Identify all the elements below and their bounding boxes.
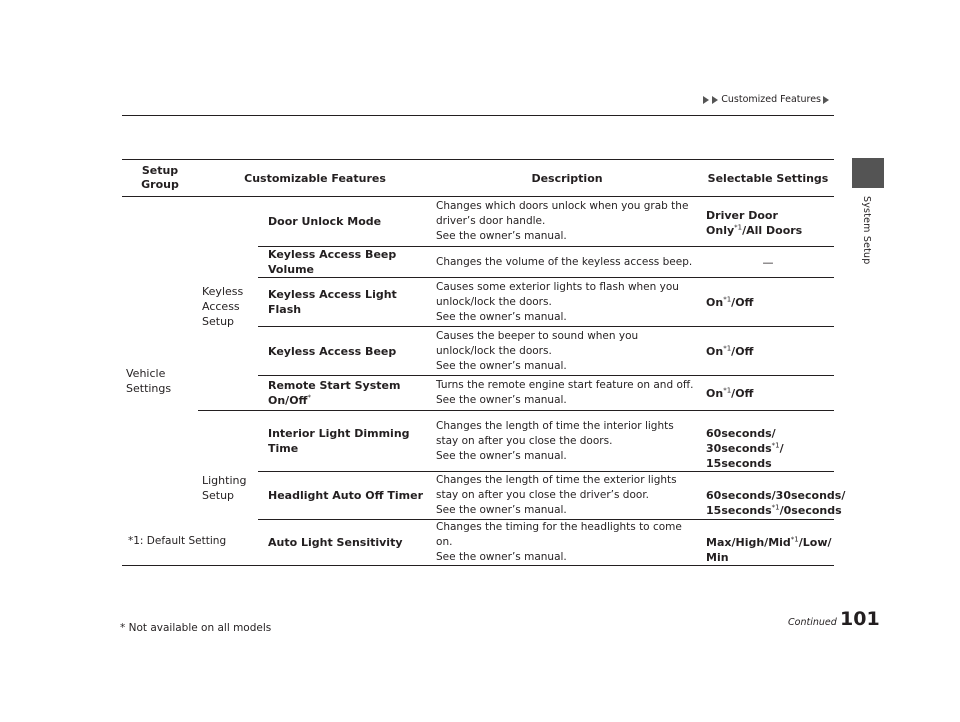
feature-settings: On$^{*1}$/Off — [702, 327, 834, 376]
col-settings: Selectable Settings — [702, 160, 834, 197]
subgroup-lighting: Lighting Setup — [198, 411, 258, 566]
table-row — [122, 197, 834, 247]
col-setup-group-line2: Group — [141, 178, 179, 191]
feature-description: Turns the remote engine start feature on and off. See the owner’s manual. — [432, 376, 702, 411]
feature-name: Keyless Access Beep Volume — [258, 247, 432, 278]
page-number: 101 — [840, 608, 880, 630]
feature-name: Headlight Auto Off Timer — [258, 472, 432, 520]
feature-description: Causes the beeper to sound when you unlock/lock the doors. See the owner’s manual. — [432, 327, 702, 376]
table-header-row — [122, 160, 834, 197]
triangle-icon — [703, 96, 709, 104]
feature-settings: — — [702, 247, 834, 278]
setup-group-vehicle: Vehicle Settings — [122, 197, 198, 566]
triangle-icon — [712, 96, 718, 104]
feature-description: Changes which doors unlock when you grab the driver’s door handle. See the owner’s manual. — [432, 197, 702, 247]
triangle-icon — [823, 96, 829, 104]
feature-name: Door Unlock Mode — [258, 197, 432, 247]
feature-description: Changes the volume of the keyless access beep. — [432, 247, 702, 278]
side-tab-label: System Setup — [861, 196, 872, 265]
availability-note: * Not available on all models — [120, 622, 272, 634]
col-setup-group — [122, 160, 198, 197]
default-setting-footnote: *1: Default Setting — [128, 535, 227, 547]
feature-name: Keyless Access Light Flash — [258, 278, 432, 327]
feature-description: Changes the length of time the exterior lights stay on after you close the driver’s door. See the owner’s manual. — [432, 472, 702, 520]
side-tab-block — [852, 158, 884, 188]
subgroup-keyless: Keyless Access Setup — [198, 197, 258, 411]
feature-settings: On$^{*1}$/Off — [702, 278, 834, 327]
col-description: Description — [432, 160, 702, 197]
feature-description: Causes some exterior lights to flash when you unlock/lock the doors. See the owner’s manual. — [432, 278, 702, 327]
col-setup-group-line1: Setup — [141, 164, 179, 177]
feature-settings: 60seconds/ 30seconds$^{*1}$/ 15seconds — [702, 411, 834, 472]
customization-table — [122, 159, 846, 566]
feature-settings: 60seconds/30seconds/ 15seconds$^{*1}$/0seconds — [702, 472, 834, 520]
feature-settings: On$^{*1}$/Off — [702, 376, 834, 411]
feature-description: Changes the timing for the headlights to come on. See the owner’s manual. — [432, 520, 702, 566]
feature-settings: Driver Door Only$^{*1}$/All Doors — [702, 197, 834, 247]
table-row — [122, 411, 834, 472]
feature-name: Remote Start System On/Off* — [258, 376, 432, 411]
breadcrumb-label[interactable]: Customized Features — [721, 94, 821, 105]
continued-label: Continued — [788, 617, 837, 628]
feature-description: Changes the length of time the interior lights stay on after you close the doors. See the owner’s manual. — [432, 411, 702, 472]
feature-name: Keyless Access Beep — [258, 327, 432, 376]
feature-settings: Max/High/Mid$^{*1}$/Low/ Min — [702, 520, 834, 566]
col-features: Customizable Features — [198, 160, 432, 197]
feature-name: Auto Light Sensitivity — [258, 520, 432, 566]
breadcrumb — [703, 94, 830, 105]
header-rule — [122, 115, 834, 116]
feature-name: Interior Light Dimming Time — [258, 411, 432, 472]
